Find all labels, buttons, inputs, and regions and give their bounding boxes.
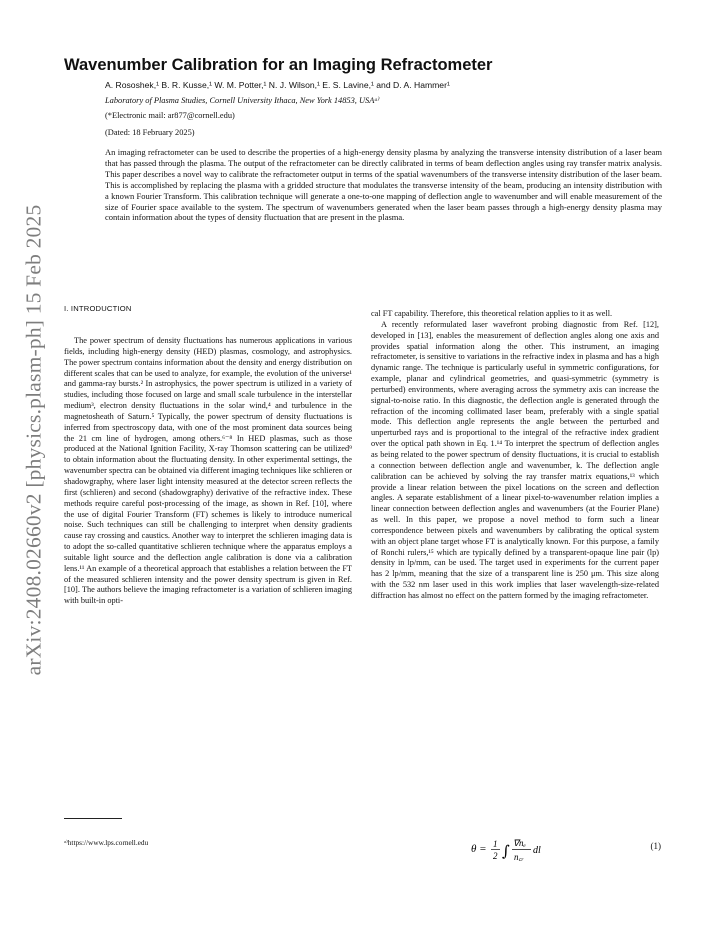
equation-1 [371,834,661,864]
affiliation: Laboratory of Plasma Studies, Cornell University Ithaca, New York 14853, USAᵃ⁾ [105,96,380,105]
paper-title: Wavenumber Calibration for an Imaging Refractometer [64,56,493,74]
equation-body [471,834,611,866]
paragraph: cal FT capability. Therefore, this theoretical relation applies to it as well. [371,309,613,318]
paragraph: The power spectrum of density fluctuations has numerous applications in various fields, including high-energy density (HED) plasmas, cosmology, and astrophysics. The power spectrum contains information about the density and energy distribution on different scales that can be used to analyze, for example, the evolution of the universe¹ and gamma-ray bursts.² In astrophysics, the power spectrum is utilized in a variety of studies, including those focused on large and small scale turbulence in the interstellar medium³, electron density fluctuations in the solar wind,⁴ and turbulence in the magnetosheath of Saturn.⁵ Typically, the power spectrum of density fluctuations is inferred from spectroscopy data, with one of the most prominent data sources being the 21 cm line of hydrogen, among others.⁶⁻⁸ In HED plasmas, such as those produced at the National Ignition Facility, X-ray Thomson scattering can be utilized⁹ to obtain information about the fluctuating density. In other experimental settings, the wavenumber spectra can be obtained via different imaging techniques like schlieren or shadowgraphy, where laser light intensity measured at the detector screen reflects the first (schlieren) and second (shadowgraphy) derivative of the refractive index. These methods require careful post-processing of the image, as shown in Ref. [10], where the use of digital Fourier Transform (FT) schemes is likely to introduce numerical noise. Such techniques can still be challenging to interpret when density gradients cause ray crossing and caustics. Another way to interpret the schlieren imaging data is to adopt the so-called quantitative schlieren technique where the apparatus employs a suitable light source and the deflection angle calibration is done via a calibration lens.¹¹ An example of a theoretical approach that establishes a relation between the FT of the measured schlieren intensity and the power density spectrum is given in Ref. [10]. The authors believe the imaging refractometer is a variation of schlieren imaging with built-in opti- [64,336,352,606]
section-heading: I. INTRODUCTION [64,304,132,313]
eq-integral: ∫ [502,842,510,860]
arxiv-id-text: arXiv:2408.02660v2 [physics.plasm-ph] 15 Feb 2025 [21,204,46,676]
footnote: ᵃ⁾https://www.lps.cornell.edu [64,838,149,847]
left-column [64,304,352,607]
eq-lhs: θ = [471,843,487,855]
equation-number: (1) [650,841,661,851]
paragraph: A recently reformulated laser wavefront probing diagnostic from Ref. [12], developed in [13], enables the measurement of deflection angles along one axis and provides spatial information along the other. This instrument, an imaging refractometer, is sensitive to variations in the refractive index in plasma and has a high dynamic range. The technique is particularly useful in symmetric configurations, for example, planar and cylindrical geometries, and quasi-symmetric (symmetry is perturbed) environments, where averaging across the symmetry axis can increase the signal-to-noise ratio. In this diagnostic, the deflection angle is generated through the refraction of the incoming collimated laser beam, preferably with a single spatial mode. This deflection angle represents the angle between the perturbed and unperturbed rays and is proportional to the integral of the refractive index gradient over the optical path shown in Eq. 1.¹⁴ To interpret the spectrum of deflection angles as being related to the power spectrum of density fluctuations, it is crucial to establish a connection between deflection angle and wavenumber, k. The deflection angle calibration can be achieved by solving the ray transfer matrix equations,¹³ which provide a linear relation between the pixel locations on the screen and deflection angles. A separate establishment of a linear pixel-to-wavenumber relation implies a linear connection between deflection angles and wavenumbers (at the Fourier Plane) as well. In this paper, we propose a novel method to form such a linear correspondence between pixels and wavenumbers by calibrating the optical system with an object plane target whose FT is analytically known. For this purpose, a family of Ronchi rulers,¹⁵ which are typically defined by a transparent-opaque line pair (lp) density in lp/mm, can be used. The target used in experiments for the current paper has 2 lp/mm, meaning that the size of a transparent line is 250 μm. This size along with the 532 nm laser used in this work implies that laser wavelength-size-related diffraction has almost no effect on the pattern formed by the imaging refractometer. [371,319,659,600]
footnote-rule [64,818,122,819]
eq-coef-num: 1 [493,839,498,849]
author-list: A. Rososhek,¹ B. R. Kusse,¹ W. M. Potter,¹ N. J. Wilson,¹ E. S. Lavine,¹ and D. A. Hammer¹ [105,80,450,90]
eq-frac-num: ∇nₑ [513,838,526,848]
right-column [371,309,659,602]
date-line: (Dated: 18 February 2025) [105,128,195,137]
eq-coef-den: 2 [493,851,498,861]
eq-frac-den: n꜀ᵣ [514,852,524,862]
eq-tail: dl [533,845,541,856]
arxiv-identifier [14,200,54,680]
corresponding-email: (*Electronic mail: ar877@cornell.edu) [105,111,235,120]
abstract: An imaging refractometer can be used to describe the properties of a high-energy density plasma by analyzing the transverse intensity distribution of a laser beam that has passed through the plasma. The output of the refractometer can be directly calibrated in terms of beam deflection angles using ray transfer matrix analysis. This paper describes a novel way to calibrate the refractometer output in terms of the spatial wavenumbers of the transverse intensity distribution of the laser beam. This is accomplished by replacing the plasma with a gridded structure that modulates the transverse intensity of the beam, producing an intensity distribution with a known Fourier Transform. This calibration technique will generate a one-to-one mapping of deflection angle to wavenumber and will enable measurement of the size of Fourier space available to the system. The spectrum of wavenumbers generated when the laser beam passes through a high-energy density plasma may contain information about the types of density fluctuation that are present in the plasma. [105,147,662,223]
